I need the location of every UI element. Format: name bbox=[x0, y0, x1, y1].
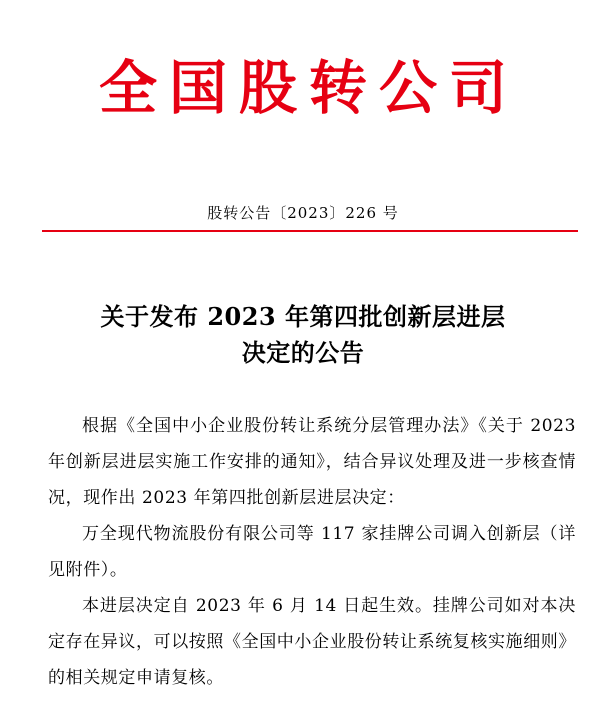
body-paragraph: 万全现代物流股份有限公司等 117 家挂牌公司调入创新层（详见附件）。 bbox=[48, 524, 576, 580]
title-line-1: 关于发布 2023 年第四批创新层进层 bbox=[100, 302, 506, 331]
body-paragraph: 本进层决定自 2023 年 6 月 14 日起生效。挂牌公司如对本决定存在异议，可以按照《全国中小企业股份转让系统复核实施细则》的相关规定申请复核。 bbox=[48, 596, 576, 688]
document-number: 股转公告〔2023〕226 号 bbox=[207, 204, 399, 222]
body-paragraph: 根据《全国中小企业股份转让系统分层管理办法》《关于 2023 年创新层进层实施工作安排的通知》，结合异议处理及进一步核查情况，现作出 2023 年第四批创新层进层决定： bbox=[48, 416, 576, 508]
header-divider bbox=[42, 230, 578, 232]
masthead-org-name: 全国股转公司 bbox=[98, 54, 519, 122]
announcement-body bbox=[48, 408, 576, 696]
title-line-2: 决定的公告 bbox=[241, 338, 365, 367]
